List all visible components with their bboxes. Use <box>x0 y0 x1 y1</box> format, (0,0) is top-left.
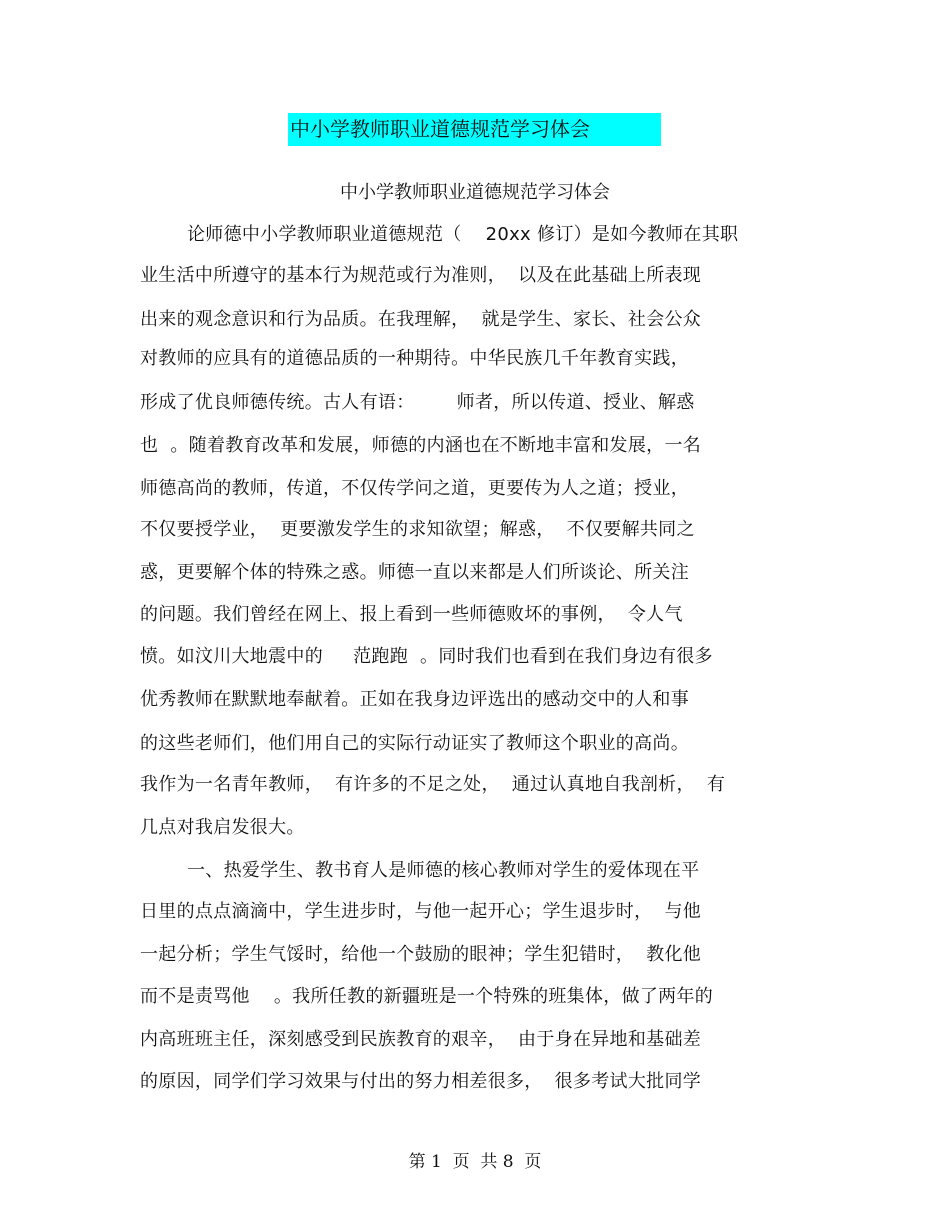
body-line: 的这些老师们，他们用自己的实际行动证实了教师这个职业的高尚。 <box>140 733 689 754</box>
body-line: 的原因，同学们学习效果与付出的努力相差很多， 很多考试大批同学 <box>140 1071 702 1092</box>
body-line: 惑，更要解个体的特殊之惑。师德一直以来都是人们所谈论、所关注 <box>140 562 689 583</box>
document-title: 中小学教师职业道德规范学习体会 <box>288 113 661 146</box>
body-line: 愤。如汶川大地震中的 范跑跑 。同时我们也看到在我们身边有很多 <box>140 646 713 667</box>
body-line: 出来的观念意识和行为品质。在我理解， 就是学生、家长、社会公众 <box>140 309 702 330</box>
body-line: 一起分析；学生气馁时，给他一个鼓励的眼神；学生犯错时， 教化他 <box>140 944 702 965</box>
body-line: 不仅要授学业， 更要激发学生的求知欲望；解惑， 不仅要解共同之 <box>140 519 695 540</box>
body-line: 对教师的应具有的道德品质的一种期待。中华民族几千年教育实践， <box>140 348 689 369</box>
body-line: 也 。随着教育改革和发展，师德的内涵也在不断地丰富和发展，一名 <box>140 435 702 456</box>
body-line: 而不是责骂他 。我所任教的新疆班是一个特殊的班集体，做了两年的 <box>140 986 714 1007</box>
body-line: 日里的点点滴滴中，学生进步时，与他一起开心；学生退步时， 与他 <box>140 901 702 922</box>
body-line: 师德高尚的教师，传道，不仅传学问之道，更要传为人之道；授业， <box>140 478 689 499</box>
body-line: 形成了优良师德传统。古人有语： 师者，所以传道、授业、解惑 <box>140 392 695 413</box>
document-subtitle: 中小学教师职业道德规范学习体会 <box>340 182 610 203</box>
page-number: 第 1 页 共 8 页 <box>408 1152 542 1172</box>
body-line: 的问题。我们曾经在网上、报上看到一些师德败坏的事例， 令人气 <box>140 604 683 625</box>
body-line: 几点对我启发很大。 <box>140 817 305 838</box>
body-line: 论师德中小学教师职业道德规范（ 20xx 修订）是如今教师在其职 <box>187 224 739 245</box>
body-line: 我作为一名青年教师， 有许多的不足之处， 通过认真地自我剖析， 有 <box>140 774 726 795</box>
body-line: 业生活中所遵守的基本行为规范或行为准则， 以及在此基础上所表现 <box>140 265 702 286</box>
body-line: 优秀教师在默默地奉献着。正如在我身边评选出的感动交中的人和事 <box>140 689 689 710</box>
body-line: 一、热爱学生、教书育人是师德的核心教师对学生的爱体现在平 <box>187 860 700 881</box>
body-line: 内高班班主任，深刻感受到民族教育的艰辛， 由于身在异地和基础差 <box>140 1029 702 1050</box>
